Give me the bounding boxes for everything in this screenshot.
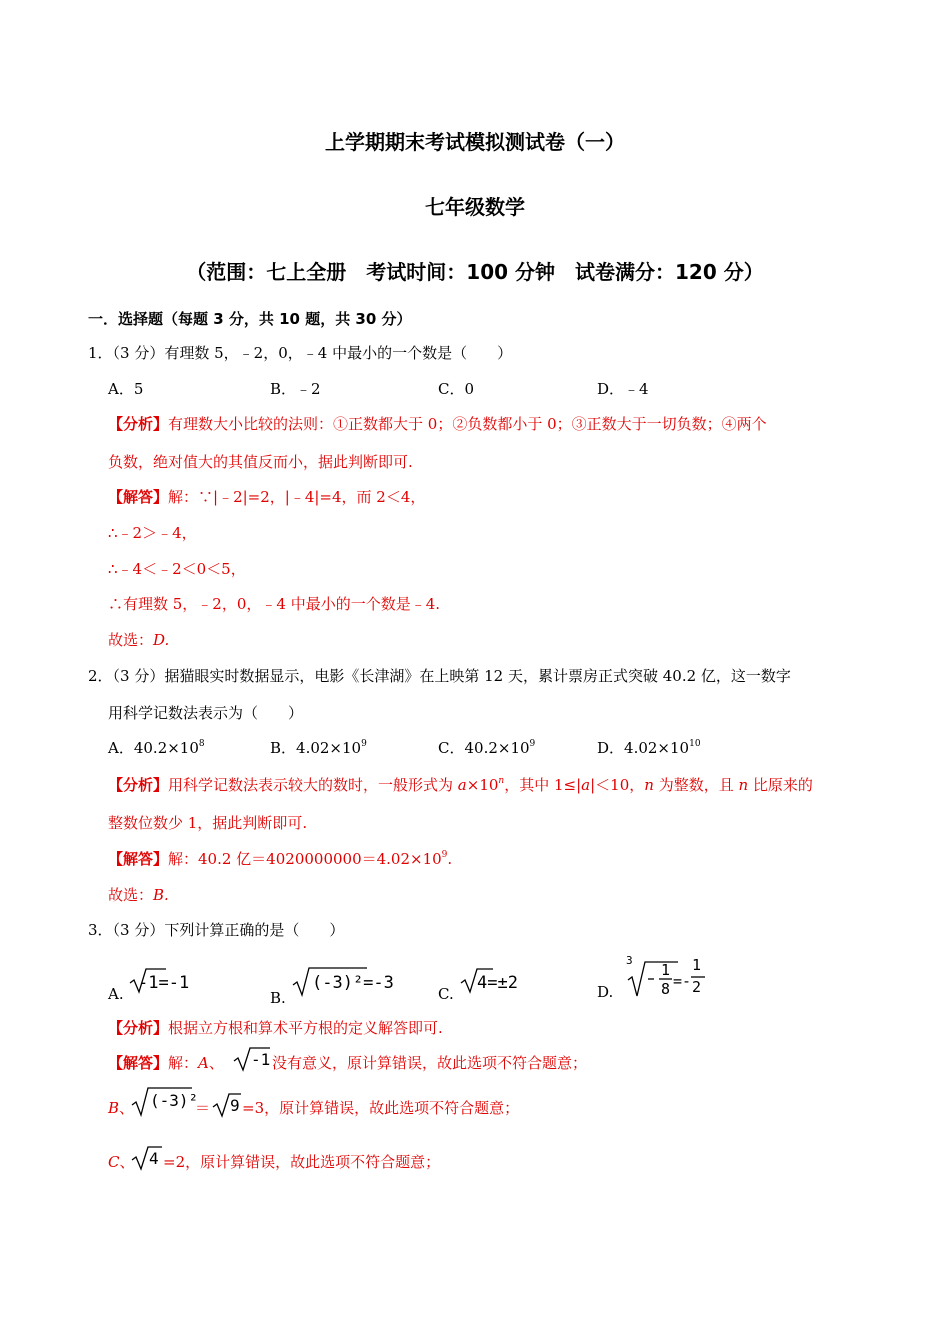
answer-tag: 【解答】 <box>108 1054 169 1072</box>
q3-stem: 3．（3 分）下列计算正确的是（ ） <box>88 921 345 939</box>
q3-option-b-expr: (-3)²=-3 <box>312 973 394 993</box>
option-exp: 9 <box>529 739 536 749</box>
q3-answer-c-text: =2，原计算错误，故此选项不符合题意； <box>163 1153 441 1171</box>
q1-analysis-cont: 负数，绝对值大的其值反而小，据此判断即可. <box>108 453 413 471</box>
option-label: B． <box>270 739 297 757</box>
var-a: a <box>581 776 591 794</box>
analysis-text: 为整数，且 <box>653 776 739 794</box>
var-n: n <box>644 776 654 794</box>
analysis-text: 用科学记数法表示较大的数时，一般形式为 <box>168 776 458 794</box>
option-label: B. <box>270 989 286 1007</box>
q2-option-c <box>438 738 535 758</box>
analysis-text: 根据立方根和算术平方根的定义解答即可. <box>168 1019 443 1037</box>
var-n: n <box>498 776 505 786</box>
choice-label: 故选： <box>108 631 154 649</box>
answer-end: . <box>447 850 453 868</box>
analysis-text: ，其中 1≤| <box>504 776 582 794</box>
option-label: D． <box>597 739 625 757</box>
q3-analysis <box>108 1018 898 1038</box>
answer-var: C <box>108 1153 120 1171</box>
var-a: a <box>457 776 467 794</box>
option-exp: 9 <box>361 739 367 749</box>
q2-stem: 2．（3 分）据猫眼实时数据显示，电影《长津湖》在上映第 12 天，累计票房正式突破 40.2 亿，这一数字 <box>88 667 791 685</box>
q1-analysis-text: 有理数大小比较的法则：①正数都大于 0；②负数都小于 0；③正数大于一切负数；④两个 <box>168 415 767 433</box>
option-label: A． <box>108 739 134 757</box>
q3-answer-c-rad: 4 <box>149 1149 159 1168</box>
answer-tag: 【解答】 <box>108 488 169 506</box>
var-n: n <box>738 776 749 794</box>
q1-analysis <box>108 414 898 434</box>
q1-answer-l4: ∴有理数 5，﹣2，0，﹣4 中最小的一个数是﹣4. <box>108 595 441 613</box>
answer-sep: 、 <box>208 1054 224 1072</box>
q2-stem-cont: 用科学记数法表示为（ ） <box>108 704 304 722</box>
answer-var: A <box>198 1054 209 1072</box>
answer-text: 解： <box>168 1054 199 1072</box>
q1-choice-value: D. <box>153 631 170 649</box>
q3-answer-a-rad: -1 <box>251 1050 271 1069</box>
option-label: A. <box>108 985 124 1003</box>
q3-answer-b-text: =3，原计算错误，故此选项不符合题意； <box>242 1099 520 1117</box>
answer-text: 解：40.2 亿＝4020000000＝4.02×10 <box>168 850 442 868</box>
q3-option-c-expr: 4=±2 <box>477 973 518 993</box>
q1-answer-l2: ∴﹣2＞﹣4， <box>108 524 197 542</box>
section-title: 一．选择题（每题 3 分，共 10 题，共 30 分） <box>88 310 412 328</box>
q1-choice <box>108 630 898 650</box>
q1-option-d: D．﹣4 <box>597 380 649 398</box>
q1-option-b: B．﹣2 <box>270 380 321 398</box>
answer-var: B <box>108 1099 120 1117</box>
answer-sep: 、 <box>119 1153 135 1171</box>
q2-answer <box>108 849 898 869</box>
option-label: C． <box>438 739 465 757</box>
q3-option-d-num: 1 <box>661 961 671 979</box>
q3-answer-a-text: 没有意义，原计算错误，故此选项不符合题意； <box>272 1054 588 1072</box>
q3-option-d-rhs-num: 1 <box>692 956 702 974</box>
q3-option-d-rhs-den: 2 <box>692 978 702 996</box>
q2-option-a <box>108 738 205 758</box>
q3-option-d-eq: =- <box>673 972 692 990</box>
q2-choice-value: B. <box>153 886 169 904</box>
analysis-text: 比原来的 <box>748 776 813 794</box>
q2-option-b <box>270 738 367 758</box>
answer-exp: 9 <box>441 850 448 860</box>
q3-answer-b-mid: ＝ <box>195 1099 211 1117</box>
q3-option-d-index: 3 <box>626 954 633 967</box>
option-exp: 8 <box>198 739 205 749</box>
q2-analysis-cont: 整数位数少 1，据此判断即可. <box>108 814 308 832</box>
q1-option-c: C．0 <box>438 380 475 398</box>
analysis-tag: 【分析】 <box>108 776 169 794</box>
answer-sep: 、 <box>119 1099 135 1117</box>
exam-title: 上学期期末考试模拟测试卷（一） <box>325 130 625 154</box>
q1-answer-l1: 解：∵|﹣2|=2，|﹣4|=4，而 2＜4， <box>168 488 426 506</box>
q3-answer-b-rad: (-3)² <box>150 1091 199 1110</box>
option-base: 4.02×10 <box>296 739 362 757</box>
q1-answer-l3: ∴﹣4＜﹣2＜0＜5， <box>108 560 246 578</box>
q2-analysis <box>108 775 898 795</box>
analysis-text: |＜10， <box>590 776 645 794</box>
analysis-tag: 【分析】 <box>108 1019 169 1037</box>
q2-option-d <box>597 738 701 758</box>
option-base: 40.2×10 <box>133 739 199 757</box>
answer-tag: 【解答】 <box>108 850 169 868</box>
q1-option-a: A．5 <box>108 380 144 398</box>
sqrt-icon <box>130 1144 164 1172</box>
q3-option-d-label: D. <box>597 983 614 1001</box>
q3-option-a-expr: -1=-1 <box>138 973 190 993</box>
q3-option-d-den: 8 <box>661 980 671 998</box>
q3-answer-b-rad2: 9 <box>230 1096 240 1115</box>
option-label: C. <box>438 985 454 1003</box>
analysis-times: ×10 <box>466 776 499 794</box>
q2-choice <box>108 885 898 905</box>
analysis-tag: 【分析】 <box>108 415 169 433</box>
q1-stem: 1．（3 分）有理数 5，﹣2，0，﹣4 中最小的一个数是（ ） <box>88 344 513 362</box>
option-exp: 10 <box>689 739 701 749</box>
exam-scope: （范围：七上全册 考试时间：100 分钟 试卷满分：120 分） <box>186 260 764 284</box>
option-base: 40.2×10 <box>464 739 530 757</box>
exam-subtitle: 七年级数学 <box>425 195 525 219</box>
option-base: 4.02×10 <box>624 739 690 757</box>
choice-label: 故选： <box>108 886 154 904</box>
q1-answer <box>108 487 898 507</box>
